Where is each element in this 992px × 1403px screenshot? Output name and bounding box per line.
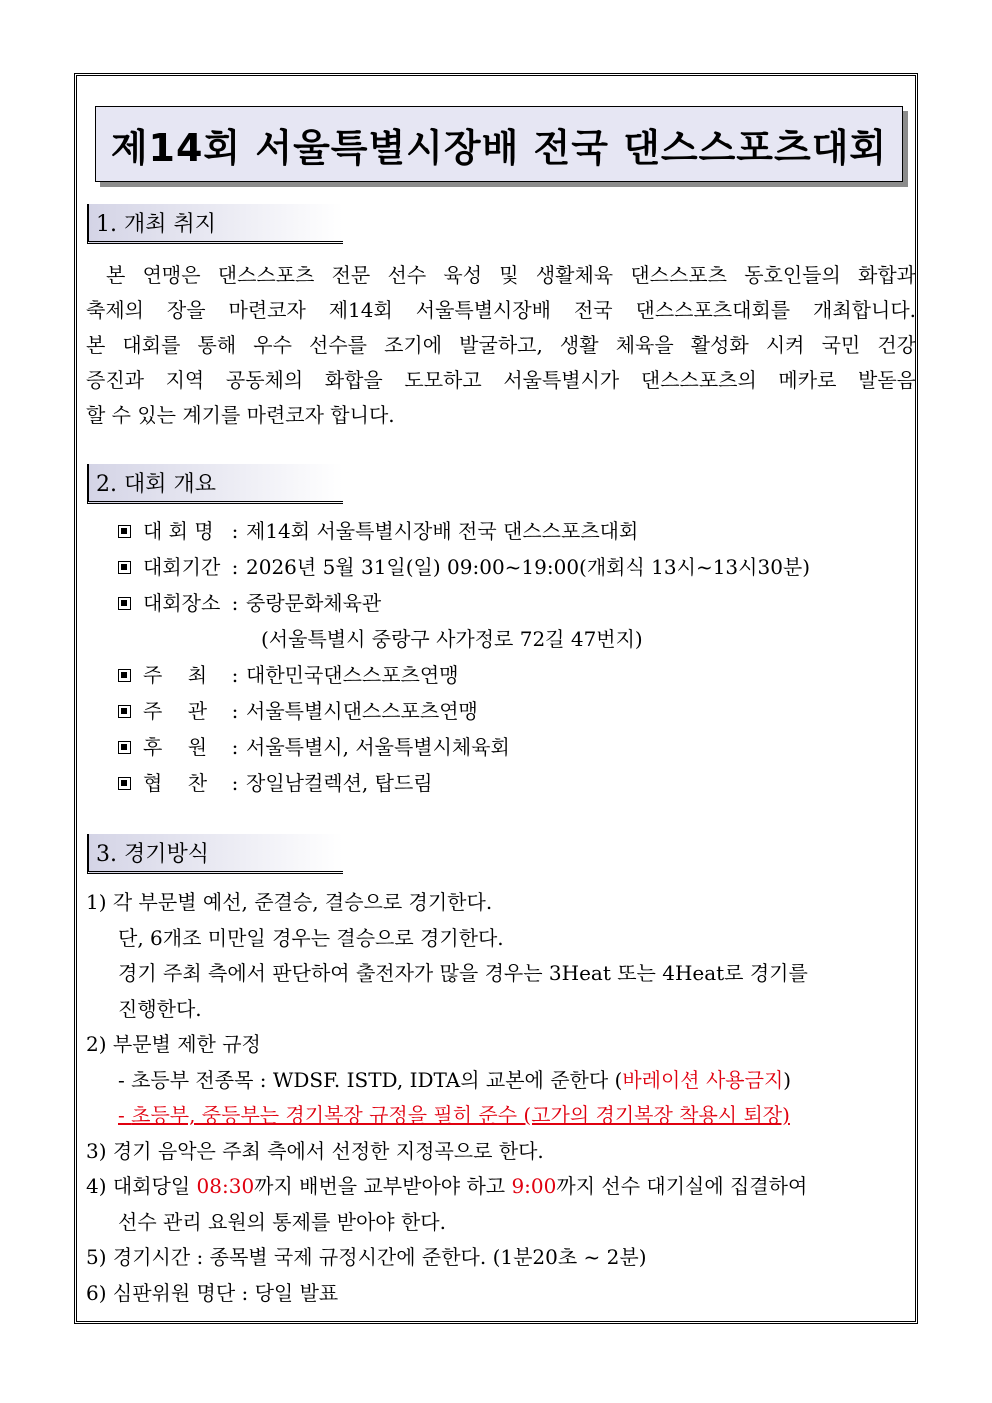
- item-value: 장일남컬렉션, 탑드림: [246, 770, 433, 795]
- rule-line: 경기 주최 측에서 판단하여 출전자가 많을 경우는 3Heat 또는 4Heat로 경기를: [118, 961, 808, 985]
- rule-line: [86, 1169, 808, 1205]
- item-value: 중랑문화체육관: [246, 590, 382, 615]
- rule-text: ): [783, 1067, 792, 1092]
- overview-item: [118, 585, 810, 621]
- rule-text: 4) 대회당일: [86, 1174, 197, 1198]
- item-colon: :: [231, 554, 239, 579]
- square-bullet-icon: [118, 741, 131, 754]
- rule-highlight: -: [118, 1103, 132, 1127]
- overview-item: [118, 765, 810, 801]
- item-label: 후 원: [143, 734, 208, 759]
- overview-item: [118, 549, 810, 585]
- item-label: 대회장소: [143, 590, 221, 615]
- rule-text: 까지 선수 대기실에 집결하여: [556, 1174, 808, 1198]
- item-label: 주 최: [143, 662, 208, 687]
- item-colon: :: [231, 662, 239, 687]
- section-heading-purpose: [87, 204, 343, 244]
- rule-highlight: 초등부, 중등부는 경기복장 규정을 필히 준수 (고가의 경기복장 착용시 퇴장): [131, 1103, 790, 1127]
- rule-line: [86, 1098, 808, 1134]
- rules-list: [86, 885, 808, 1311]
- overview-item: [118, 513, 810, 549]
- item-colon: :: [231, 518, 239, 543]
- section-heading-label: 3. 경기방식: [96, 842, 209, 867]
- rule-line: 단, 6개조 미만일 경우는 결승으로 경기한다.: [118, 925, 504, 950]
- intro-line: 축제의 장을 마련코자 제14회 서울특별시장배 전국 댄스스포츠대회를 개최합니다.: [86, 298, 916, 322]
- rule-line: 1) 각 부문별 예선, 준결승, 결승으로 경기한다.: [86, 890, 493, 914]
- title-box: [95, 106, 903, 182]
- rule-line: 진행한다.: [118, 996, 202, 1021]
- item-value: 제14회 서울특별시장배 전국 댄스스포츠대회: [246, 518, 639, 543]
- item-value: 서울특별시댄스스포츠연맹: [246, 698, 478, 723]
- page-title: 제14회 서울특별시장배 전국 댄스스포츠대회: [110, 125, 888, 170]
- overview-item: [118, 657, 810, 693]
- intro-line: 본 대회를 통해 우수 선수를 조기에 발굴하고, 생활 체육을 활성화 시켜 국민 건강: [86, 333, 916, 357]
- item-colon: :: [231, 734, 239, 759]
- rule-line: 선수 관리 요원의 통제를 받아야 한다.: [118, 1209, 446, 1234]
- item-value: 서울특별시, 서울특별시체육회: [246, 734, 510, 759]
- square-bullet-icon: [118, 669, 131, 682]
- item-label: 대회기간: [143, 554, 221, 579]
- square-bullet-icon: [118, 597, 131, 610]
- section-heading-label: 1. 개최 취지: [96, 212, 216, 237]
- rule-text: - 초등부 전종목 : WDSF. ISTD, IDTA의 교본에 준한다 (: [118, 1067, 623, 1092]
- item-label: 협 찬: [143, 770, 208, 795]
- overview-list: [118, 513, 810, 801]
- item-label: 대 회 명: [143, 518, 214, 543]
- rule-line: 5) 경기시간 : 종목별 국제 규정시간에 준한다. (1분20초 ~ 2분): [86, 1245, 647, 1269]
- overview-item: [118, 693, 810, 729]
- rule-line: 3) 경기 음악은 주최 측에서 선정한 지정곡으로 한다.: [86, 1138, 544, 1163]
- item-colon: :: [231, 590, 239, 615]
- square-bullet-icon: [118, 705, 131, 718]
- rule-line: 6) 심판위원 명단 : 당일 발표: [86, 1280, 339, 1305]
- rule-time-highlight: 08:30: [196, 1174, 255, 1198]
- item-value: 대한민국댄스스포츠연맹: [246, 662, 459, 687]
- square-bullet-icon: [118, 525, 131, 538]
- intro-line: 할 수 있는 계기를 마련코자 합니다.: [86, 403, 395, 427]
- item-value: 2026년 5월 31일(일) 09:00~19:00(개회식 13시~13시30분): [246, 554, 811, 579]
- section-heading-rules: [87, 834, 343, 874]
- square-bullet-icon: [118, 777, 131, 790]
- rule-line: 2) 부문별 제한 규정: [86, 1032, 261, 1056]
- intro-paragraph: [86, 258, 916, 433]
- rule-text: 까지 배번을 교부받아야 하고: [254, 1174, 512, 1198]
- section-heading-label: 2. 대회 개요: [96, 472, 216, 497]
- intro-line: 본 연맹은 댄스스포츠 전문 선수 육성 및 생활체육 댄스스포츠 동호인들의 화합과: [106, 263, 916, 287]
- item-label: 주 관: [143, 698, 208, 723]
- venue-address: [118, 621, 810, 657]
- rule-line: [86, 1063, 808, 1099]
- rule-time-highlight: 9:00: [511, 1174, 557, 1198]
- venue-address-text: (서울특별시 중랑구 사가정로 72길 47번지): [261, 626, 643, 651]
- square-bullet-icon: [118, 561, 131, 574]
- item-colon: :: [231, 770, 239, 795]
- item-colon: :: [231, 698, 239, 723]
- section-heading-overview: [87, 464, 343, 504]
- overview-item: [118, 729, 810, 765]
- intro-line: 증진과 지역 공동체의 화합을 도모하고 서울특별시가 댄스스포츠의 메카로 발돋음: [86, 368, 916, 392]
- rule-highlight: 바레이션 사용금지: [622, 1067, 784, 1092]
